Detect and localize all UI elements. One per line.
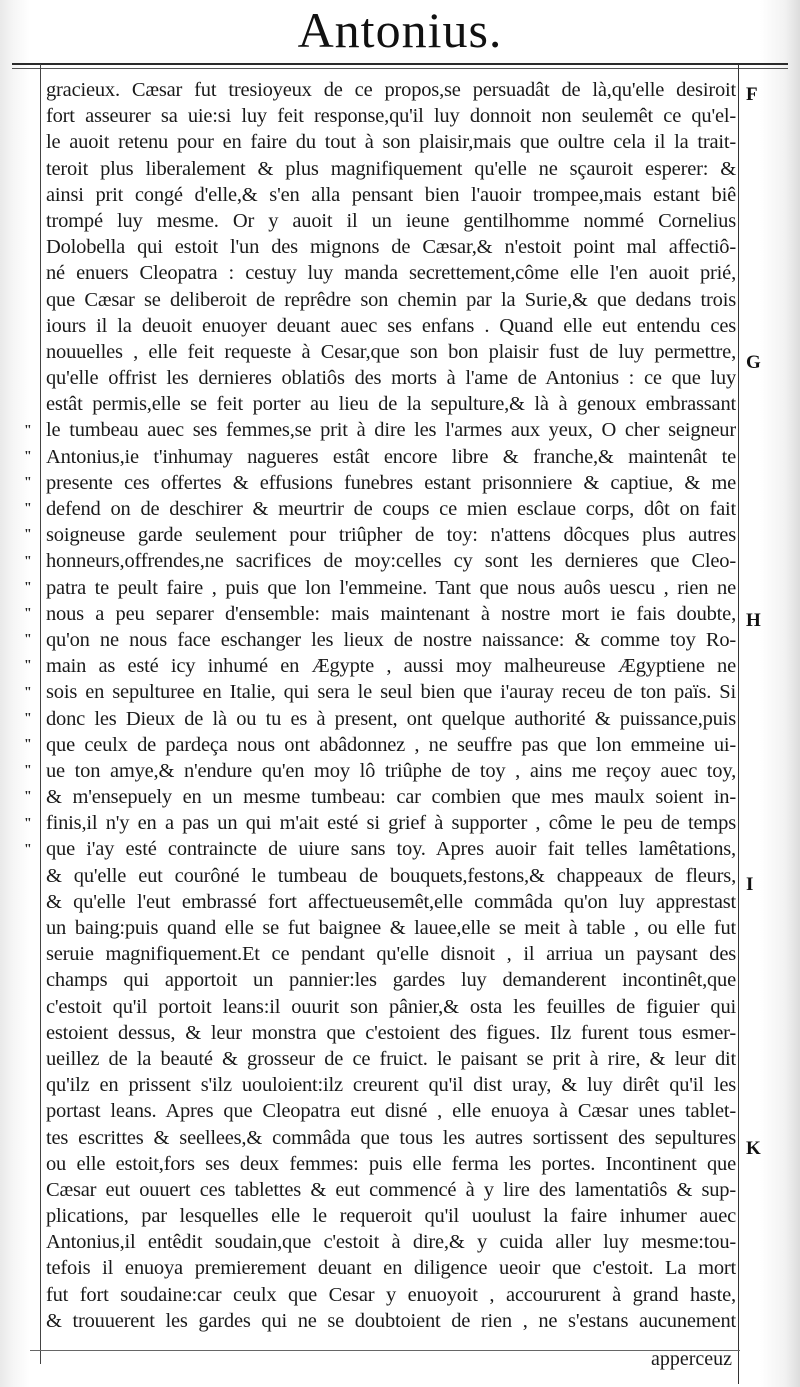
bottom-rule <box>30 1350 740 1351</box>
text-line: patra te peult faire , puis que lon l'emmeine. Tant que nous auôs uescu , rien ne <box>46 576 736 599</box>
header-rule-thin <box>12 68 788 69</box>
text-line: presente ces offertes & effusions funebres estant prisonniere & captiue, & me <box>46 471 736 494</box>
text-line: soigneuse garde seulement pour triûpher de toy: n'attens dôcques plus autres <box>46 524 736 547</box>
text-line: iours il la deuoit enuoyer deuant auec ses enfans . Quand elle eut entendu ces <box>46 314 736 337</box>
quotation-mark: " <box>24 841 32 857</box>
text-line: nous a peu separer d'ensemble: mais maintenant à nostre mort ie fais doubte, <box>46 602 736 625</box>
text-line: Antonius,ie t'inhumay nagueres estât encore libre & franche,& maintenât te <box>46 445 736 468</box>
text-line: sois en sepulturee en Italie, qui sera le seul bien que i'auray receu de ton païs. Si <box>46 681 736 704</box>
text-line: ou elle estoit,fors ses deux femmes: puis elle ferma les portes. Incontinent que <box>46 1152 736 1175</box>
running-head-title: Antonius. <box>297 2 503 58</box>
body-text <box>46 77 736 1334</box>
text-line: fut fort soudaine:car ceulx que Cesar y enuoyoit , accoururent à grand haste, <box>46 1283 736 1306</box>
text-line: ueillez de la beauté & grosseur de ce fruict. le paisant se prit à rire, & leur dit <box>46 1047 736 1070</box>
quotation-mark: " <box>24 737 32 752</box>
quotation-mark: " <box>24 632 32 648</box>
text-line: estoient dessus, & leur monstra que c'estoient des figues. Ilz furent tous esmer- <box>46 1021 736 1044</box>
running-head <box>0 0 800 70</box>
quotation-mark: " <box>24 684 32 700</box>
text-line: honneurs,offrendes,ne sacrifices de moy:celles cy sont les dernieres que Cleo- <box>46 550 736 573</box>
text-line: main as esté icy inhumé en Ægypte , aussi moy malheureuse Ægyptiene ne <box>46 655 736 678</box>
quotation-mark: " <box>24 475 32 490</box>
margin-letter-f: F <box>746 84 758 105</box>
text-line: né enuers Cleopatra : cestuy luy manda secrettement,côme elle l'en auoit prié, <box>46 262 736 285</box>
text-line: donc les Dieux de là ou tu es à present, ont quelque authorité & puissance,puis <box>46 707 736 730</box>
quotation-mark: " <box>24 606 32 621</box>
text-line: seruie magnifiquement.Et ce pendant qu'elle disnoit , il arriua un paysant des <box>46 943 736 966</box>
quotation-mark: " <box>24 658 32 674</box>
text-line: tefois il enuoya premierement deuant en diligence ueoir que c'estoit. La mort <box>46 1257 736 1280</box>
margin-letter-g: G <box>746 352 761 373</box>
text-line: Antonius,il entêdit soudain,que c'estoit à dire,& y cuida aller luy mesme:tou- <box>46 1231 736 1254</box>
text-line: que i'ay esté contraincte de uiure sans toy. Apres auoir fait telles lamêtations, <box>46 838 736 861</box>
text-line: qu'on ne nous face eschanger les lieux de nostre naissance: & comme toy Ro- <box>46 628 736 651</box>
text-line: c'estoit qu'il portoit leans:il ouurit son pânier,& osta les feuilles de figuier qui <box>46 995 736 1018</box>
text-line: Cæsar eut ouuert ces tablettes & eut commencé à y lire des lamentatiôs & sup- <box>46 1178 736 1201</box>
text-line: teroit plus liberalement & plus magnifiquement qu'elle ne sçauroit esperer: & <box>46 157 736 180</box>
text-line: un baing:puis quand elle se fut baignee & lauee,elle se meit à table , ou elle fut <box>46 917 736 939</box>
text-line: trompé luy mesme. Or y auoit il un ieune gentilhomme nommé Cornelius <box>46 209 736 232</box>
quotation-mark: " <box>24 527 32 543</box>
text-line: fort asseurer sa uie:si luy feit response,qu'il luy donnoit non seulemêt ce qu'el- <box>46 105 736 128</box>
text-line: & m'ensepuely en un mesme tumbeau: car combien que mes maulx soient in- <box>46 786 736 809</box>
text-line: & qu'elle l'eut embrassé fort affectueusemêt,elle commâda qu'on luy apprestast <box>46 890 736 913</box>
text-line: estât permis,elle se feit porter au lieu de la sepulture,& là à genoux embrassant <box>46 393 736 416</box>
margin-letter-i: I <box>746 874 754 895</box>
text-line: gracieux. Cæsar fut tresioyeux de ce propos,se persuadât de là,qu'elle desiroit <box>46 79 736 101</box>
text-line: nouuelles , elle feit requeste à Cesar,que son bon plaisir fust de luy permettre, <box>46 340 736 363</box>
text-line: qu'ilz en prissent s'ilz uouloient:ilz creurent qu'il dist uray, & luy dirêt qu'il les <box>46 1074 736 1097</box>
text-line: finis,il n'y en a pas un qui m'ait esté si grief à supporter , côme le peu de temps <box>46 812 736 835</box>
text-line: plications, par lesquelles elle le requeroit qu'il uoulust la faire inhumer auec <box>46 1205 736 1228</box>
text-line: & trouuerent les gardes qui ne se doubtoient de rien , ne s'estans aucunement <box>46 1309 736 1332</box>
text-line: que Cæsar se deliberoit de reprêdre son chemin par la Surie,& que dedans trois <box>46 288 736 311</box>
quotation-mark: " <box>24 422 32 438</box>
header-rule <box>12 63 788 65</box>
text-line: qu'elle offrist les dernieres oblatiôs des morts à l'ame de Antonius : ce que luy <box>46 367 736 390</box>
text-line: le auoit retenu pour en faire du tout à son plaisir,mais que oultre cela il la trait- <box>46 131 736 154</box>
text-line: champs qui apportoit un pannier:les gardes luy demanderent incontinêt,que <box>46 969 736 992</box>
text-line: portast leans. Apres que Cleopatra eut disné , elle enuoya à Cæsar unes tablet- <box>46 1100 736 1123</box>
quotation-mark: " <box>24 710 32 726</box>
text-line: tes escrittes & seellees,& commâda que tous les autres sortissent des sepultures <box>46 1126 736 1149</box>
text-line: le tumbeau auec ses femmes,se prit à dire les l'armes aux yeux, O cher seigneur <box>46 419 736 442</box>
text-line: & qu'elle eut courôné le tumbeau de bouquets,festons,& chappeaux de fleurs, <box>46 864 736 887</box>
text-line: Dolobella qui estoit l'un des mignons de Cæsar,& n'estoit point mal affectiô- <box>46 236 736 259</box>
right-margin-rule <box>738 64 739 1384</box>
text-line: ainsi prit congé d'elle,& s'en alla pensant bien l'auoir trompee,mais estant biê <box>46 183 736 206</box>
catchword: apperceuz <box>650 1348 732 1370</box>
left-margin-rule <box>40 64 41 1364</box>
text-line: que ceulx de pardeça nous ont abâdonnez , ne seuffre pas que lon emmeine ui- <box>46 733 736 756</box>
quotation-mark: " <box>24 501 32 517</box>
margin-letter-k: K <box>746 1138 761 1159</box>
quotation-mark: " <box>24 579 32 595</box>
quotation-mark: " <box>24 763 32 779</box>
quotation-mark: " <box>24 448 32 464</box>
quotation-mark: " <box>24 553 32 569</box>
quotation-mark: " <box>24 815 32 831</box>
text-line: defend on de deschirer & meurtrir de coups ce mien esclaue corps, dôt on fait <box>46 498 736 520</box>
text-line: ue ton amye,& n'endure qu'en moy lô triûphe de toy , ains me reçoy auec toy, <box>46 759 736 782</box>
margin-letter-h: H <box>746 610 761 631</box>
quotation-mark: " <box>24 789 32 805</box>
